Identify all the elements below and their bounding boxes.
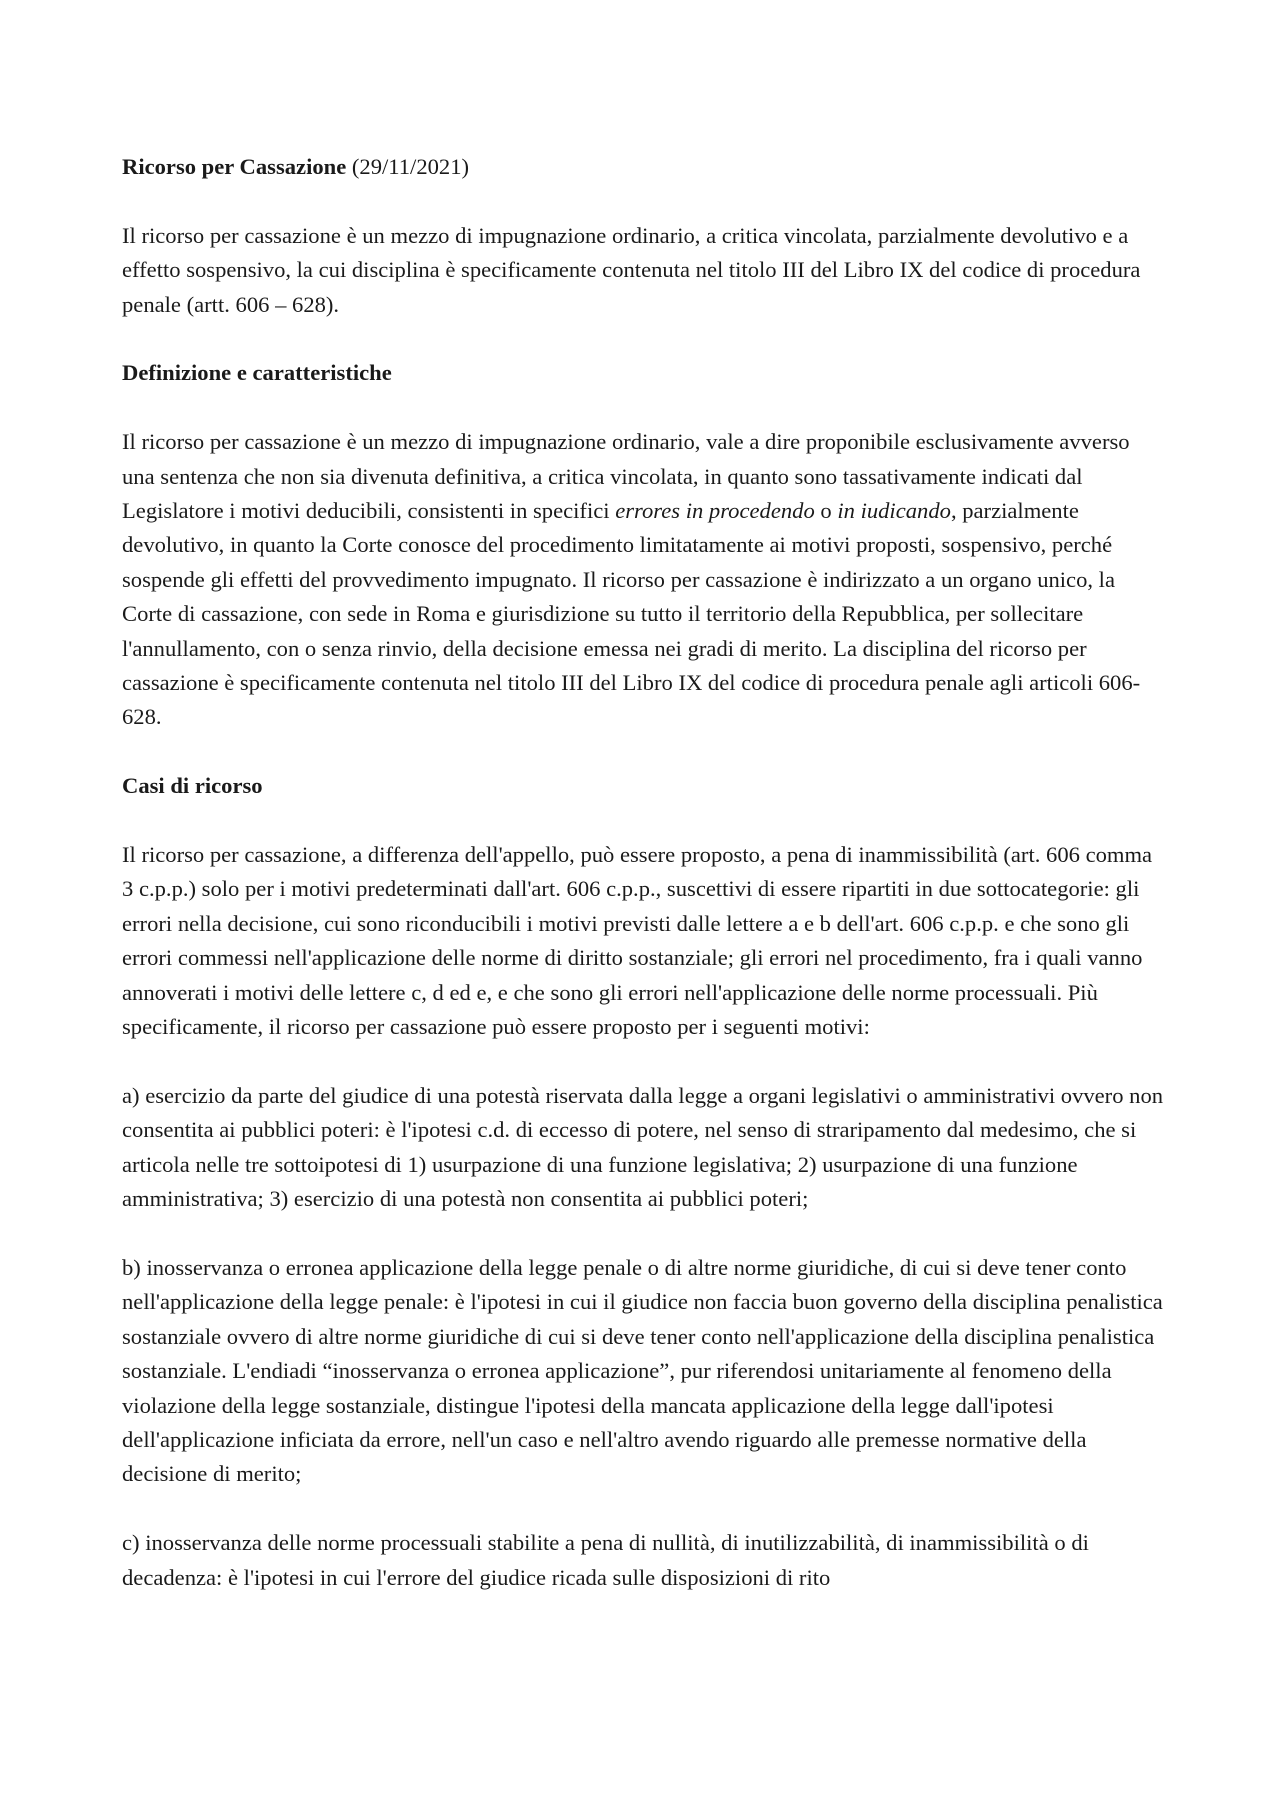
document-title <box>122 150 1167 184</box>
definizione-text-a: Il ricorso per cassazione è un mezzo di impugnazione ordinario, vale a dire proponibile esclusivamente avverso una sentenza che non sia divenuta definitiva, a critica vincolata, in quanto sono tassativamente indicati dal Legislatore i motivi deducibili, consistenti in specifici <box>122 429 1130 524</box>
definizione-text-c: , parzialmente devolutivo, in quanto la Corte conosce del procedimento limitatamente ai motivi proposti, sospensivo, perché sospende gli effetti del provvedimento impugnato. Il ricorso per cassazione è indirizzato a un organo unico, la Corte di cassazione, con sede in Roma e giurisdizione su tutto il territorio della Repubblica, per sollecitare l'annullamento, con o senza rinvio, della decisione emessa nei gradi di merito. La disciplina del ricorso per cassazione è specificamente contenuta nel titolo III del Libro IX del codice di procedura penale agli articoli 606-628. <box>122 498 1141 730</box>
casi-paragraph: Il ricorso per cassazione, a differenza dell'appello, può essere proposto, a pena di inammissibilità (art. 606 comma 3 c.p.p.) solo per i motivi predeterminati dall'art. 606 c.p.p., suscettivi di essere ripartiti in due sottocategorie: gli errori nella decisione, cui sono riconducibili i motivi previsti dalle lettere a e b dell'art. 606 c.p.p. e che sono gli errori commessi nell'applicazione delle norme di diritto sostanziale; gli errori nel procedimento, fra i quali vanno annoverati i motivi delle lettere c, d ed e, e che sono gli errori nell'applicazione delle norme processuali. Più specificamente, il ricorso per cassazione può essere proposto per i seguenti motivi: <box>122 842 1153 1040</box>
intro-paragraph: Il ricorso per cassazione è un mezzo di impugnazione ordinario, a critica vincolata, parzialmente devolutivo e a effetto sospensivo, la cui disciplina è specificamente contenuta nel titolo III del Libro IX del codice di procedura penale (artt. 606 – 628). <box>122 222 1141 317</box>
definizione-italic-1: errores in procedendo <box>615 498 815 524</box>
section-heading-definizione: Definizione e caratteristiche <box>122 360 392 386</box>
list-item-a: a) esercizio da parte del giudice di una potestà riservata dalla legge a organi legislativi o amministrativi ovvero non consentita ai pubblici poteri: è l'ipotesi c.d. di eccesso di potere, nel senso di straripamento dal medesimo, che si articola nelle tre sottoipotesi di 1) usurpazione di una funzione legislativa; 2) usurpazione di una funzione amministrativa; 3) esercizio di una potestà non consentita ai pubblici poteri; <box>122 1082 1164 1212</box>
document-page <box>122 150 1167 1629</box>
list-item-b: b) inosservanza o erronea applicazione della legge penale o di altre norme giuridiche, di cui si deve tener conto nell'applicazione della legge penale: è l'ipotesi in cui il giudice non faccia buon governo della disciplina penalistica sostanziale ovvero di altre norme giuridiche di cui si deve tener conto nell'applicazione della disciplina penalistica sostanziale. L'endiadi “inosservanza o erronea applicazione”, pur riferendosi unitariamente al fenomeno della violazione della legge sostanziale, distingue l'ipotesi della mancata applicazione della legge dall'ipotesi dell'applicazione inficiata da errore, nell'un caso e nell'altro avendo riguardo alle premesse normative della decisione di merito; <box>122 1254 1163 1487</box>
definizione-italic-2: in iudicando <box>837 498 951 524</box>
title-text: Ricorso per Cassazione <box>122 154 347 179</box>
list-item-c: c) inosservanza delle norme processuali stabilite a pena di nullità, di inutilizzabilità, di inammissibilità o di decadenza: è l'ipotesi in cui l'errore del giudice ricada sulle disposizioni di rito <box>122 1530 1089 1590</box>
section-heading-casi: Casi di ricorso <box>122 773 263 799</box>
title-date: (29/11/2021) <box>351 154 470 179</box>
definizione-paragraph <box>122 425 1167 735</box>
definizione-text-b: o <box>814 498 838 524</box>
